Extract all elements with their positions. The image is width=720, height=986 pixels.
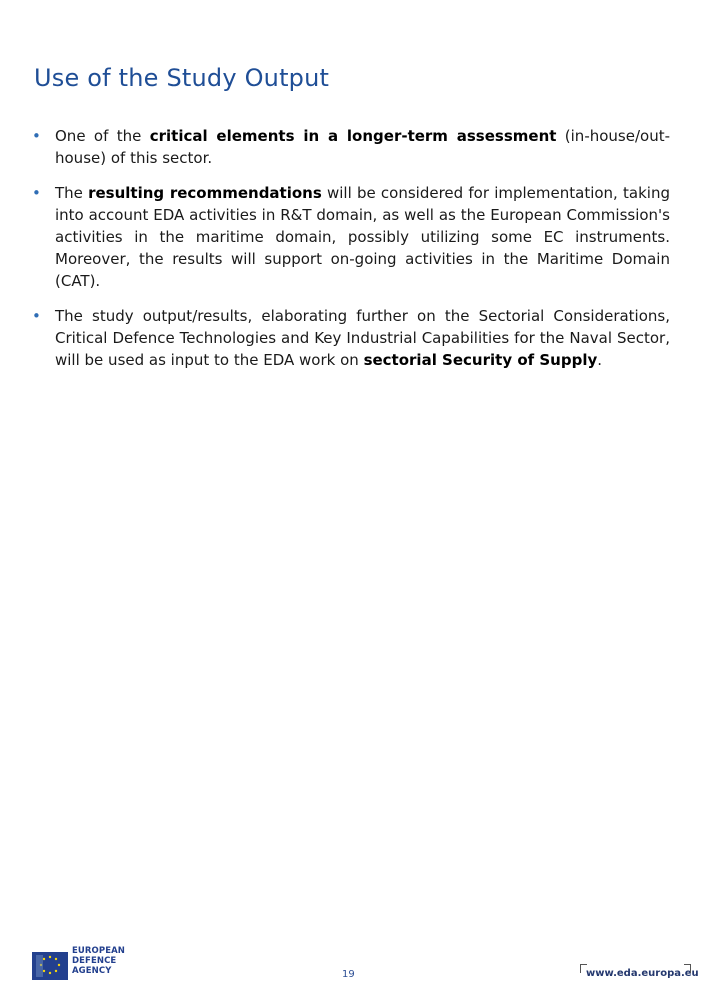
bullet-text bbox=[55, 127, 670, 167]
bullet-item bbox=[30, 125, 670, 169]
bold-text-run: resulting recommendations bbox=[88, 184, 322, 202]
bracket-right-icon bbox=[684, 964, 691, 973]
logo-line: DEFENCE bbox=[72, 956, 117, 966]
text-run: The study output/results, elaborating further on the Sectorial Considerations, Critical Defence Technologies and Key Industrial Capabilities for the Naval Sector, will be used as input to the EDA work on bbox=[55, 307, 670, 369]
text-run: (in-house/out-house) of this sector. bbox=[55, 127, 670, 167]
text-run: will be considered for implementation, taking into account EDA activities in R&T domain, as well as the European Commission's activities in the maritime domain, possibly utilizing some EC instruments. Moreover, the results will support on-going activities in the Maritime Domain (CAT). bbox=[55, 184, 670, 290]
bullet-item bbox=[30, 305, 670, 371]
slide-title: Use of the Study Output bbox=[34, 64, 330, 92]
text-run: One of the bbox=[55, 127, 150, 145]
bullet-dot-icon: • bbox=[32, 307, 41, 325]
slide-footer bbox=[0, 470, 720, 980]
bullet-text bbox=[55, 307, 670, 369]
text-run: The bbox=[55, 184, 89, 202]
bullet-text bbox=[55, 184, 670, 290]
bold-text-run: critical elements in a longer-term assessment bbox=[149, 127, 557, 145]
bullet-item bbox=[30, 182, 670, 292]
text-run: . bbox=[597, 351, 603, 369]
logo-line: AGENCY bbox=[72, 966, 112, 976]
eda-logo-text bbox=[72, 946, 125, 976]
bullet-list bbox=[30, 125, 670, 384]
footer-url-link[interactable]: www.eda.europa.eu bbox=[586, 968, 699, 979]
bullet-dot-icon: • bbox=[32, 127, 41, 145]
page-number: 19 bbox=[342, 969, 355, 980]
bold-text-run: sectorial Security of Supply bbox=[363, 351, 598, 369]
bullet-dot-icon: • bbox=[32, 184, 41, 202]
logo-line: EUROPEAN bbox=[72, 946, 126, 956]
